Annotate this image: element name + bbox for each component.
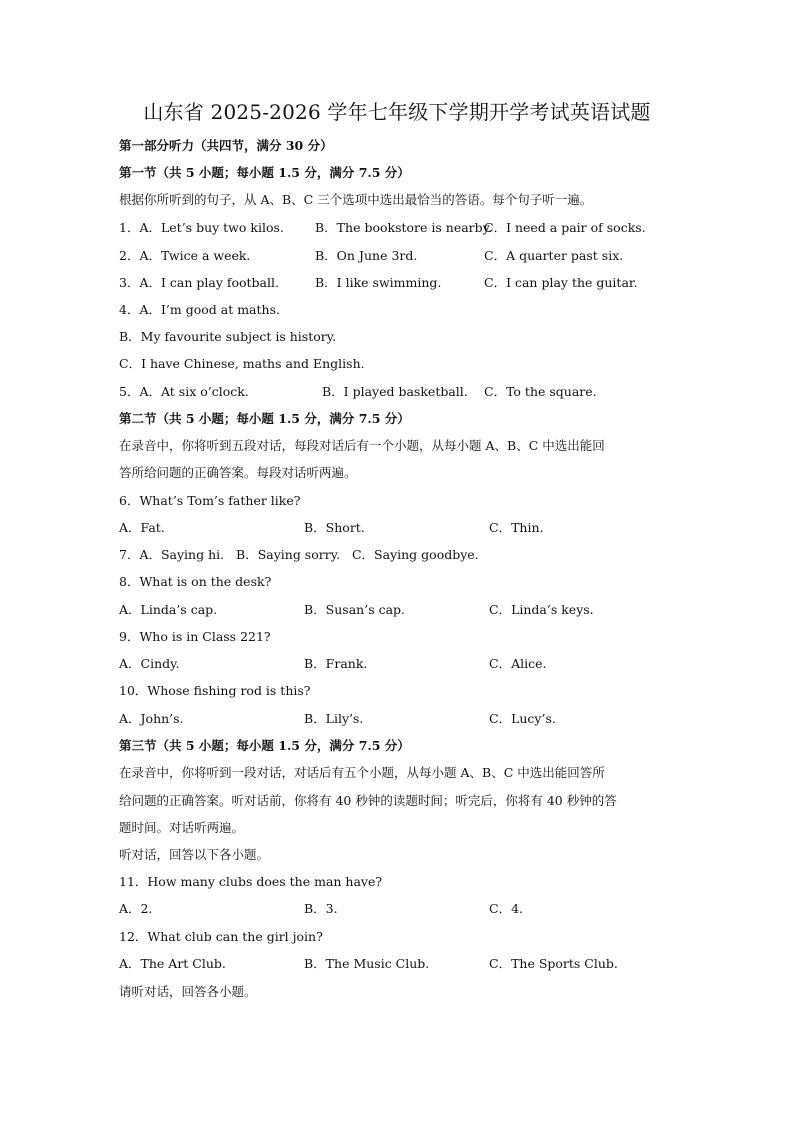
question-4: 4．A．I’m good at maths.: [119, 302, 280, 317]
question-10-options: [119, 710, 679, 728]
question-9: 9．Who is in Class 221?: [119, 629, 271, 644]
question-9-options: [119, 655, 679, 673]
option-c: C．I can play the guitar.: [484, 275, 638, 290]
question-1: [119, 219, 679, 237]
option-a: 2．A．Twice a week.: [119, 248, 251, 263]
question-10: 10．Whose fishing rod is this?: [119, 683, 311, 698]
closing-instruction: 请听对话，回答各小题。: [119, 984, 257, 999]
question-7: 7．A．Saying hi. B．Saying sorry. C．Saying goodbye.: [119, 547, 479, 562]
option-b: B．I like swimming.: [315, 275, 442, 290]
option-c: C．Alice.: [489, 656, 547, 671]
option-a: 5．A．At six o’clock.: [119, 384, 249, 399]
option-a: A．John’s.: [119, 711, 184, 726]
option-c: C．4.: [489, 901, 523, 916]
option-b: B．I played basketball.: [322, 384, 468, 399]
question-8: 8．What is on the desk?: [119, 574, 272, 589]
question-12-options: [119, 955, 679, 973]
option-b: B．Susan’s cap.: [304, 602, 406, 617]
section-three-instruction-line3: 题时间。对话听两遍。: [119, 820, 245, 835]
option-b: B．The bookstore is nearby.: [315, 220, 493, 235]
section-two-instruction-line2: 答所给问题的正确答案。每段对话听两遍。: [119, 465, 357, 480]
option-b: B．Short.: [304, 520, 365, 535]
option-a: 3．A．I can play football.: [119, 275, 279, 290]
option-b: B．3.: [304, 901, 338, 916]
question-4-option-c: C．I have Chinese, maths and English.: [119, 356, 365, 371]
section-three-instruction-line2: 给问题的正确答案。听对话前，你将有 40 秒钟的读题时间；听完后，你将有 40 秒钟的答: [119, 793, 617, 808]
exam-title: 山东省 2025-2026 学年七年级下学期开学考试英语试题: [143, 100, 651, 124]
option-c: C．Linda’s keys.: [489, 602, 594, 617]
question-11: 11．How many clubs does the man have?: [119, 874, 383, 889]
option-b: B．Frank.: [304, 656, 368, 671]
question-4-option-b: B．My favourite subject is history.: [119, 329, 337, 344]
option-c: C．Lucy’s.: [489, 711, 556, 726]
section-two-instruction-line1: 在录音中，你将听到五段对话，每段对话后有一个小题，从每小题 A、B、C 中选出能回: [119, 438, 605, 453]
question-2: [119, 247, 679, 265]
option-c: C．To the square.: [484, 384, 597, 399]
section-one-heading: 第一节（共 5 小题；每小题 1.5 分，满分 7.5 分）: [119, 165, 410, 180]
option-b: B．Lily’s.: [304, 711, 364, 726]
question-12: 12．What club can the girl join?: [119, 929, 323, 944]
section-three-instruction-line1: 在录音中，你将听到一段对话，对话后有五个小题，从每小题 A、B、C 中选出能回答所: [119, 765, 605, 780]
option-b: B．The Music Club.: [304, 956, 430, 971]
question-6-options: [119, 519, 679, 537]
question-6: 6．What’s Tom’s father like?: [119, 493, 301, 508]
section-one-instruction: 根据你所听到的句子，从 A、B、C 三个选项中选出最恰当的答语。每个句子听一遍。: [119, 192, 593, 207]
section-three-heading: 第三节（共 5 小题；每小题 1.5 分，满分 7.5 分）: [119, 738, 410, 753]
question-11-options: [119, 900, 679, 918]
option-a: A．2.: [119, 901, 153, 916]
question-5: [119, 383, 679, 401]
option-a: 1．A．Let’s buy two kilos.: [119, 220, 284, 235]
part-one-heading: 第一部分听力（共四节，满分 30 分）: [119, 138, 333, 153]
question-8-options: [119, 601, 679, 619]
section-two-heading: 第二节（共 5 小题；每小题 1.5 分，满分 7.5 分）: [119, 411, 410, 426]
section-three-sub-instruction: 听对话，回答以下各小题。: [119, 847, 270, 862]
option-a: A．Fat.: [119, 520, 165, 535]
option-a: A．Linda’s cap.: [119, 602, 218, 617]
option-a: A．Cindy.: [119, 656, 180, 671]
option-c: C．The Sports Club.: [489, 956, 618, 971]
option-c: C．Thin.: [489, 520, 544, 535]
option-c: C．A quarter past six.: [484, 248, 624, 263]
option-b: B．On June 3rd.: [315, 248, 418, 263]
option-a: A．The Art Club.: [119, 956, 226, 971]
option-c: C．I need a pair of socks.: [484, 220, 646, 235]
question-3: [119, 274, 679, 292]
